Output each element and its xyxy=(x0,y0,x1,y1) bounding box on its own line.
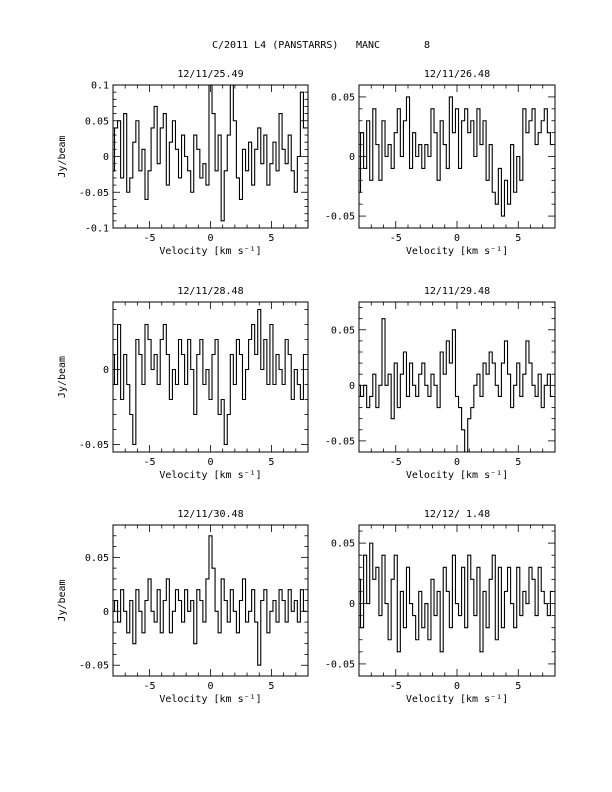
x-tick-label: -5 xyxy=(143,681,156,692)
x-tick-label: 0 xyxy=(207,457,214,468)
spectrum-panel-6 xyxy=(325,509,555,705)
x-tick-label: 0 xyxy=(207,681,214,692)
x-tick-label: 5 xyxy=(515,457,522,468)
panel-grid xyxy=(57,69,555,705)
y-tick-label: 0 xyxy=(102,606,109,618)
x-tick-label: 5 xyxy=(268,233,275,244)
x-tick-label: -5 xyxy=(389,681,402,692)
x-tick-label: 5 xyxy=(268,681,275,692)
x-tick-label: 5 xyxy=(515,233,522,244)
x-tick-label: 5 xyxy=(268,457,275,468)
x-tick-label: 5 xyxy=(515,681,522,692)
y-axis-label: Jy/beam xyxy=(57,135,68,178)
figure-title-object: C/2011 L4 (PANSTARRS) xyxy=(212,40,339,51)
y-tick-label: 0 xyxy=(102,365,109,376)
x-tick-label: -5 xyxy=(389,457,402,468)
x-axis-label: Velocity [km s⁻¹] xyxy=(159,246,262,257)
x-tick-label: -5 xyxy=(143,457,156,468)
y-axis-label: Jy/beam xyxy=(57,579,68,622)
y-axis-label: Jy/beam xyxy=(57,355,68,399)
spectrum-trace xyxy=(111,310,306,445)
y-tick-label: 0.1 xyxy=(90,80,109,92)
panel-title: 12/11/28.48 xyxy=(177,286,244,297)
y-tick-label: 0 xyxy=(102,152,109,163)
y-tick-label: 0 xyxy=(348,380,355,392)
y-tick-label: -0.1 xyxy=(84,223,109,235)
x-axis-label: Velocity [km s⁻¹] xyxy=(405,694,509,705)
figure-title-station: MANC xyxy=(356,40,381,51)
y-tick-label: 0 xyxy=(348,152,355,163)
spectrum-panel-3 xyxy=(57,286,308,481)
x-axis-label: Velocity [km s⁻¹] xyxy=(159,470,262,481)
spectrum-trace xyxy=(111,85,306,221)
x-axis-label: Velocity [km s⁻¹] xyxy=(159,694,262,705)
y-tick-label: -0.05 xyxy=(324,659,355,671)
panel-title: 12/12/ 1.48 xyxy=(423,509,491,520)
y-tick-label: -0.05 xyxy=(78,440,109,451)
panel-title: 12/11/26.48 xyxy=(423,69,491,80)
spectrum-trace xyxy=(111,536,306,665)
spectrum-trace xyxy=(357,97,553,216)
y-tick-label: 0.05 xyxy=(330,325,355,337)
panel-title: 12/11/29.48 xyxy=(423,286,491,297)
spectrum-panel-1 xyxy=(57,69,308,257)
x-axis-label: Velocity [km s⁻¹] xyxy=(405,470,509,481)
panel-title: 12/11/30.48 xyxy=(177,509,244,520)
y-tick-label: -0.05 xyxy=(324,436,355,448)
y-tick-label: 0.05 xyxy=(84,552,109,564)
x-tick-label: -5 xyxy=(389,233,402,244)
spectrum-panel-5 xyxy=(57,509,308,705)
panel-title: 12/11/25.49 xyxy=(177,69,244,80)
y-tick-label: 0.05 xyxy=(330,92,355,104)
x-tick-label: -5 xyxy=(143,233,156,244)
x-tick-label: 0 xyxy=(453,233,461,244)
y-tick-label: -0.05 xyxy=(78,187,109,199)
y-tick-label: 0.05 xyxy=(330,538,355,550)
spectrum-panel-2 xyxy=(325,69,555,257)
y-tick-label: -0.05 xyxy=(78,660,109,672)
spectrum-trace xyxy=(357,543,553,652)
y-tick-label: -0.05 xyxy=(324,211,355,223)
y-tick-label: 0 xyxy=(348,599,355,611)
figure-title-number: 8 xyxy=(424,40,431,51)
y-tick-label: 0.05 xyxy=(84,116,109,128)
x-tick-label: 0 xyxy=(207,233,214,244)
spectrum-panel-4 xyxy=(325,286,555,481)
x-tick-label: 0 xyxy=(453,681,461,692)
x-tick-label: 0 xyxy=(453,457,461,468)
x-axis-label: Velocity [km s⁻¹] xyxy=(405,246,509,257)
spectrum-trace xyxy=(357,319,553,452)
